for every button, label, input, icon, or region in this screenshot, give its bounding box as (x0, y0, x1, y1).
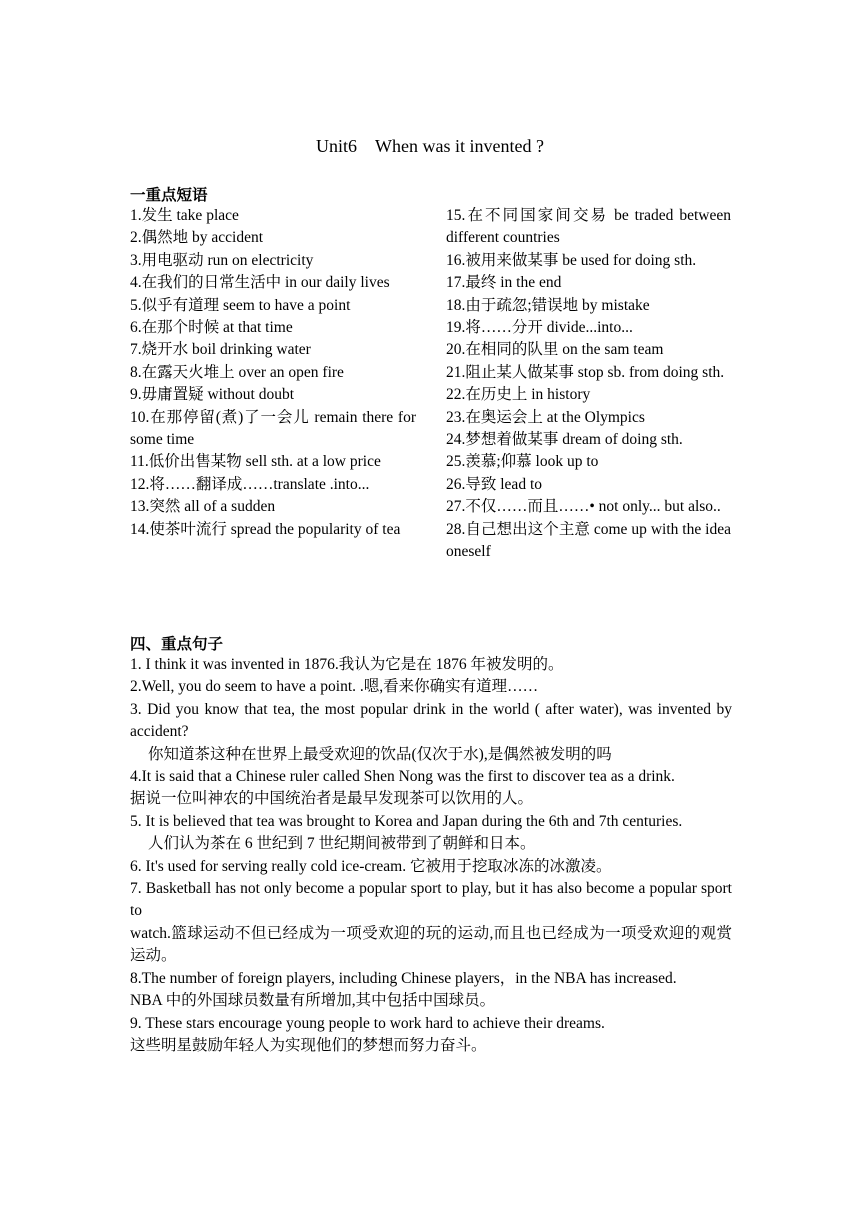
phrase-item: 20.在相同的队里 on the sam team (446, 341, 664, 359)
sentence-translation: NBA 中的外国球员数量有所增加,其中包括中国球员。 (130, 992, 496, 1010)
phrase-item: 25.羡慕;仰慕 look up to (446, 453, 599, 471)
sentence-item: 8.The number of foreign players, including Chinese players，in the NBA has increased. (130, 969, 677, 987)
phrase-item: 2.偶然地 by accident (130, 229, 264, 247)
phrase-item: 12.将……翻译成……translate .into... (130, 475, 370, 493)
phrase-item: 21.阻止某人做某事 stop sb. from doing sth. (446, 363, 725, 381)
phrase-item: 13.突然 all of a sudden (130, 498, 276, 516)
section-heading-phrases: 一重点短语 (130, 187, 208, 204)
sentence-item: 3. Did you know that tea, the most popular drink in the world ( after water), was invented by accident? (130, 700, 732, 741)
sentence-item: 5. It is believed that tea was brought to Korea and Japan during the 6th and 7th centuries. (130, 812, 683, 830)
sentence-translation: 你知道茶这种在世界上最受欢迎的饮品(仅次于水),是偶然被发明的吗 (148, 745, 612, 763)
phrase-item: 11.低价出售某物 sell sth. at a low price (130, 453, 381, 471)
sentence-item: 4.It is said that a Chinese ruler called Shen Nong was the first to discover tea as a drink. (130, 768, 675, 786)
phrase-item: 8.在露天火堆上 over an open fire (130, 363, 344, 381)
phrase-item: 1.发生 take place (130, 207, 239, 224)
sentence-item: 2.Well, you do seem to have a point. .嗯,看来你确实有道理…… (130, 678, 539, 696)
phrase-item: 18.由于疏忽;错误地 by mistake (446, 296, 650, 314)
phrase-list-right (446, 205, 731, 564)
phrase-item: 5.似乎有道理 seem to have a point (130, 296, 351, 314)
sentence-translation: watch.篮球运动不但已经成为一项受欢迎的玩的运动,而且也已经成为一项受欢迎的观赏运动。 (130, 924, 732, 965)
phrase-item: 3.用电驱动 run on electricity (130, 251, 314, 269)
unit-label: Unit6 (316, 136, 358, 156)
phrase-item: 24.梦想着做某事 dream of doing sth. (446, 431, 683, 449)
phrase-item: 17.最终 in the end (446, 274, 562, 292)
sentence-translation: 这些明星鼓励年轻人为实现他们的梦想而努力奋斗。 (130, 1036, 487, 1054)
phrase-item: 9.毋庸置疑 without doubt (130, 386, 295, 404)
phrase-item: 19.将……分开 divide...into... (446, 319, 633, 337)
sentence-item: 6. It's used for serving really cold ice-cream. 它被用于挖取冰冻的冰激凌。 (130, 857, 612, 875)
sentence-item: 7. Basketball has not only become a popular sport to play, but it has also become a popular sport to (130, 880, 732, 920)
phrase-item: 23.在奥运会上 at the Olympics (446, 408, 645, 426)
phrase-item: 26.导致 lead to (446, 475, 542, 493)
phrase-item: 6.在那个时候 at that time (130, 319, 293, 337)
sentence-list (130, 654, 732, 1057)
phrase-item: 7.烧开水 boil drinking water (130, 341, 311, 359)
phrase-item: 14.使茶叶流行 spread the popularity of tea (130, 520, 401, 538)
phrase-item: 4.在我们的日常生活中 in our daily lives (130, 274, 390, 292)
sentence-translation: 据说一位叫神农的中国统治者是最早发现茶可以饮用的人。 (130, 790, 534, 808)
sentence-item: 9. These stars encourage young people to work hard to achieve their dreams. (130, 1014, 605, 1032)
phrase-item: 16.被用来做某事 be used for doing sth. (446, 251, 697, 269)
phrase-item: 27.不仅……而且……• not only... but also.. (446, 498, 721, 516)
phrase-item: 15.在不同国家间交易 be traded between different countries (446, 207, 731, 247)
section-heading-sentences: 四、重点句子 (130, 636, 224, 653)
phrase-item: 28.自己想出这个主意 come up with the idea oneself (446, 520, 731, 561)
page-title (0, 136, 860, 157)
unit-question: When was it invented ? (375, 136, 544, 156)
phrase-item: 10.在那停留(煮)了一会儿 remain there for some time (130, 408, 416, 449)
sentence-translation: 人们认为茶在 6 世纪到 7 世纪期间被带到了朝鲜和日本。 (148, 835, 536, 853)
sentence-item: 1. I think it was invented in 1876.我认为它是在 1876 年被发明的。 (130, 656, 564, 673)
phrase-list-left (130, 205, 416, 541)
phrase-item: 22.在历史上 in history (446, 386, 591, 404)
